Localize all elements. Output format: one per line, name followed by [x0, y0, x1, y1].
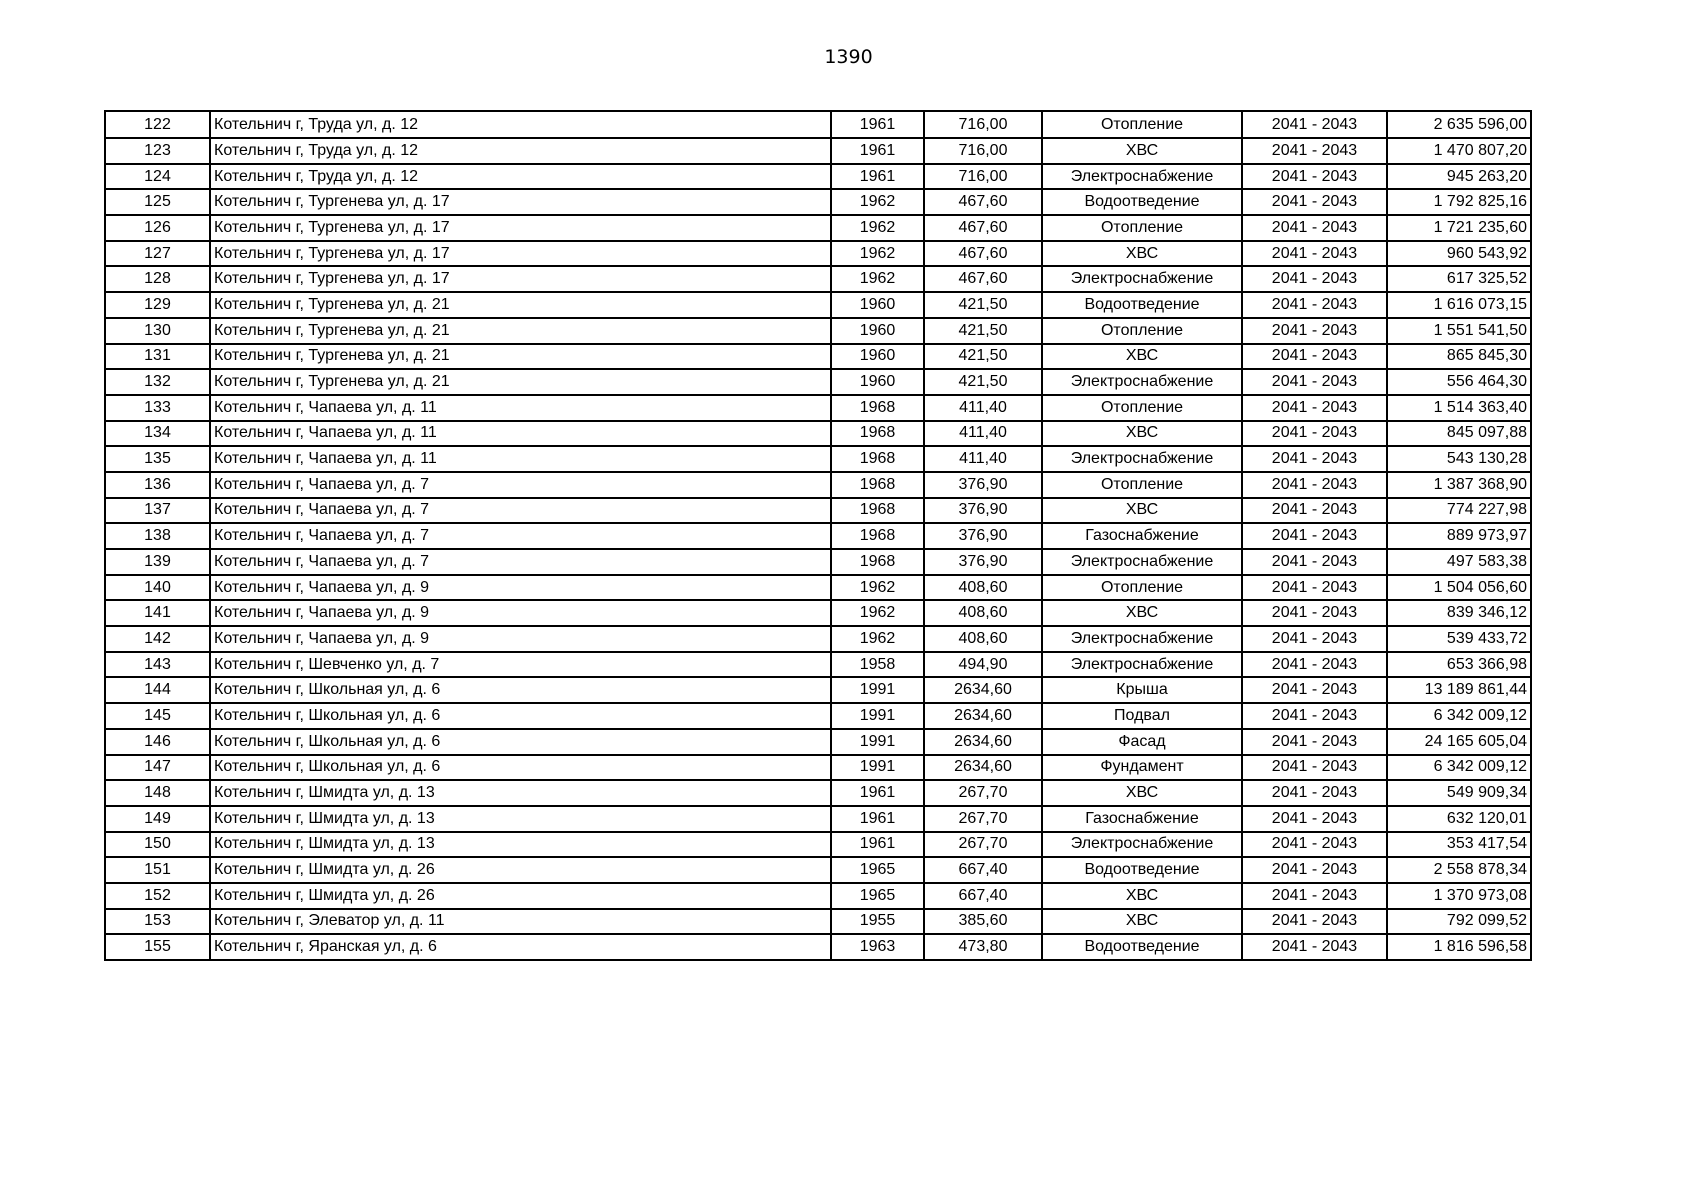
table-row [105, 755, 1531, 781]
area-cell: 421,50 [924, 344, 1042, 370]
address-cell: Котельнич г, Труда ул, д. 12 [210, 164, 831, 190]
work-type-cell: ХВС [1042, 241, 1242, 267]
address-cell: Котельнич г, Тургенева ул, д. 17 [210, 189, 831, 215]
address-cell: Котельнич г, Тургенева ул, д. 21 [210, 318, 831, 344]
capital-repair-table [104, 110, 1532, 961]
work-type-cell: Водоотведение [1042, 857, 1242, 883]
area-cell: 2634,60 [924, 677, 1042, 703]
area-cell: 267,70 [924, 832, 1042, 858]
table-row [105, 523, 1531, 549]
year-built-cell: 1991 [831, 677, 924, 703]
cost-cell: 549 909,34 [1387, 780, 1531, 806]
cost-cell: 1 370 973,08 [1387, 883, 1531, 909]
period-cell: 2041 - 2043 [1242, 138, 1387, 164]
row-number-cell: 130 [105, 318, 210, 344]
work-type-cell: ХВС [1042, 421, 1242, 447]
area-cell: 408,60 [924, 626, 1042, 652]
cost-cell: 792 099,52 [1387, 909, 1531, 935]
row-number-cell: 140 [105, 575, 210, 601]
address-cell: Котельнич г, Элеватор ул, д. 11 [210, 909, 831, 935]
row-number-cell: 127 [105, 241, 210, 267]
year-built-cell: 1960 [831, 344, 924, 370]
row-number-cell: 137 [105, 498, 210, 524]
work-type-cell: Водоотведение [1042, 934, 1242, 960]
address-cell: Котельнич г, Чапаева ул, д. 11 [210, 395, 831, 421]
area-cell: 267,70 [924, 806, 1042, 832]
row-number-cell: 143 [105, 652, 210, 678]
work-type-cell: Фасад [1042, 729, 1242, 755]
table-row [105, 241, 1531, 267]
area-cell: 376,90 [924, 472, 1042, 498]
table-row [105, 549, 1531, 575]
row-number-cell: 131 [105, 344, 210, 370]
period-cell: 2041 - 2043 [1242, 318, 1387, 344]
cost-cell: 539 433,72 [1387, 626, 1531, 652]
table-row [105, 780, 1531, 806]
cost-cell: 556 464,30 [1387, 369, 1531, 395]
row-number-cell: 129 [105, 292, 210, 318]
address-cell: Котельнич г, Шмидта ул, д. 26 [210, 857, 831, 883]
address-cell: Котельнич г, Чапаева ул, д. 7 [210, 498, 831, 524]
table-row [105, 395, 1531, 421]
period-cell: 2041 - 2043 [1242, 164, 1387, 190]
work-type-cell: Электроснабжение [1042, 164, 1242, 190]
cost-cell: 2 635 596,00 [1387, 111, 1531, 138]
work-type-cell: Электроснабжение [1042, 832, 1242, 858]
year-built-cell: 1960 [831, 369, 924, 395]
area-cell: 376,90 [924, 549, 1042, 575]
work-type-cell: Электроснабжение [1042, 266, 1242, 292]
year-built-cell: 1968 [831, 549, 924, 575]
year-built-cell: 1991 [831, 703, 924, 729]
address-cell: Котельнич г, Шмидта ул, д. 26 [210, 883, 831, 909]
area-cell: 467,60 [924, 189, 1042, 215]
area-cell: 411,40 [924, 446, 1042, 472]
table-row [105, 344, 1531, 370]
address-cell: Котельнич г, Чапаева ул, д. 9 [210, 600, 831, 626]
page-number: 1390 [824, 46, 873, 68]
address-cell: Котельнич г, Шмидта ул, д. 13 [210, 806, 831, 832]
area-cell: 408,60 [924, 600, 1042, 626]
area-cell: 473,80 [924, 934, 1042, 960]
period-cell: 2041 - 2043 [1242, 292, 1387, 318]
cost-cell: 497 583,38 [1387, 549, 1531, 575]
cost-cell: 1 470 807,20 [1387, 138, 1531, 164]
address-cell: Котельнич г, Яранская ул, д. 6 [210, 934, 831, 960]
row-number-cell: 133 [105, 395, 210, 421]
work-type-cell: Подвал [1042, 703, 1242, 729]
table-row [105, 138, 1531, 164]
area-cell: 716,00 [924, 164, 1042, 190]
address-cell: Котельнич г, Труда ул, д. 12 [210, 111, 831, 138]
cost-cell: 1 504 056,60 [1387, 575, 1531, 601]
work-type-cell: Электроснабжение [1042, 549, 1242, 575]
address-cell: Котельнич г, Тургенева ул, д. 17 [210, 266, 831, 292]
address-cell: Котельнич г, Чапаева ул, д. 9 [210, 575, 831, 601]
period-cell: 2041 - 2043 [1242, 703, 1387, 729]
table-row [105, 215, 1531, 241]
cost-cell: 839 346,12 [1387, 600, 1531, 626]
cost-cell: 960 543,92 [1387, 241, 1531, 267]
work-type-cell: Водоотведение [1042, 189, 1242, 215]
table-row [105, 857, 1531, 883]
table-row [105, 703, 1531, 729]
cost-cell: 1 816 596,58 [1387, 934, 1531, 960]
table-body [105, 111, 1531, 960]
row-number-cell: 152 [105, 883, 210, 909]
area-cell: 421,50 [924, 292, 1042, 318]
area-cell: 2634,60 [924, 729, 1042, 755]
address-cell: Котельнич г, Труда ул, д. 12 [210, 138, 831, 164]
cost-cell: 543 130,28 [1387, 446, 1531, 472]
year-built-cell: 1962 [831, 266, 924, 292]
address-cell: Котельнич г, Чапаева ул, д. 11 [210, 421, 831, 447]
year-built-cell: 1991 [831, 729, 924, 755]
work-type-cell: Отопление [1042, 472, 1242, 498]
row-number-cell: 145 [105, 703, 210, 729]
area-cell: 421,50 [924, 369, 1042, 395]
address-cell: Котельнич г, Чапаева ул, д. 7 [210, 549, 831, 575]
year-built-cell: 1962 [831, 600, 924, 626]
cost-cell: 24 165 605,04 [1387, 729, 1531, 755]
work-type-cell: Электроснабжение [1042, 652, 1242, 678]
year-built-cell: 1968 [831, 446, 924, 472]
row-number-cell: 153 [105, 909, 210, 935]
area-cell: 421,50 [924, 318, 1042, 344]
year-built-cell: 1960 [831, 318, 924, 344]
table-row [105, 498, 1531, 524]
year-built-cell: 1962 [831, 241, 924, 267]
area-cell: 411,40 [924, 395, 1042, 421]
row-number-cell: 151 [105, 857, 210, 883]
row-number-cell: 136 [105, 472, 210, 498]
cost-cell: 1 792 825,16 [1387, 189, 1531, 215]
work-type-cell: Крыша [1042, 677, 1242, 703]
row-number-cell: 150 [105, 832, 210, 858]
work-type-cell: Отопление [1042, 575, 1242, 601]
cost-cell: 865 845,30 [1387, 344, 1531, 370]
table-row [105, 806, 1531, 832]
row-number-cell: 126 [105, 215, 210, 241]
table-row [105, 832, 1531, 858]
work-type-cell: ХВС [1042, 909, 1242, 935]
period-cell: 2041 - 2043 [1242, 446, 1387, 472]
row-number-cell: 125 [105, 189, 210, 215]
row-number-cell: 141 [105, 600, 210, 626]
cost-cell: 845 097,88 [1387, 421, 1531, 447]
year-built-cell: 1962 [831, 626, 924, 652]
area-cell: 267,70 [924, 780, 1042, 806]
period-cell: 2041 - 2043 [1242, 111, 1387, 138]
table-row [105, 318, 1531, 344]
year-built-cell: 1960 [831, 292, 924, 318]
year-built-cell: 1965 [831, 857, 924, 883]
row-number-cell: 139 [105, 549, 210, 575]
address-cell: Котельнич г, Шмидта ул, д. 13 [210, 832, 831, 858]
row-number-cell: 147 [105, 755, 210, 781]
work-type-cell: Газоснабжение [1042, 523, 1242, 549]
cost-cell: 353 417,54 [1387, 832, 1531, 858]
table-row [105, 909, 1531, 935]
row-number-cell: 135 [105, 446, 210, 472]
row-number-cell: 134 [105, 421, 210, 447]
year-built-cell: 1961 [831, 138, 924, 164]
period-cell: 2041 - 2043 [1242, 600, 1387, 626]
year-built-cell: 1991 [831, 755, 924, 781]
work-type-cell: Электроснабжение [1042, 369, 1242, 395]
cost-cell: 13 189 861,44 [1387, 677, 1531, 703]
table-row [105, 369, 1531, 395]
area-cell: 467,60 [924, 241, 1042, 267]
table-row [105, 626, 1531, 652]
year-built-cell: 1962 [831, 189, 924, 215]
row-number-cell: 144 [105, 677, 210, 703]
row-number-cell: 123 [105, 138, 210, 164]
work-type-cell: Электроснабжение [1042, 626, 1242, 652]
period-cell: 2041 - 2043 [1242, 344, 1387, 370]
table-row [105, 883, 1531, 909]
period-cell: 2041 - 2043 [1242, 832, 1387, 858]
area-cell: 2634,60 [924, 703, 1042, 729]
table-row [105, 652, 1531, 678]
table-row [105, 189, 1531, 215]
period-cell: 2041 - 2043 [1242, 421, 1387, 447]
table-row [105, 421, 1531, 447]
row-number-cell: 148 [105, 780, 210, 806]
row-number-cell: 122 [105, 111, 210, 138]
cost-cell: 653 366,98 [1387, 652, 1531, 678]
cost-cell: 774 227,98 [1387, 498, 1531, 524]
area-cell: 716,00 [924, 111, 1042, 138]
period-cell: 2041 - 2043 [1242, 626, 1387, 652]
address-cell: Котельнич г, Школьная ул, д. 6 [210, 703, 831, 729]
year-built-cell: 1965 [831, 883, 924, 909]
area-cell: 2634,60 [924, 755, 1042, 781]
table-row [105, 446, 1531, 472]
year-built-cell: 1963 [831, 934, 924, 960]
table-row [105, 729, 1531, 755]
period-cell: 2041 - 2043 [1242, 857, 1387, 883]
work-type-cell: Отопление [1042, 395, 1242, 421]
table-row [105, 677, 1531, 703]
work-type-cell: Водоотведение [1042, 292, 1242, 318]
address-cell: Котельнич г, Тургенева ул, д. 21 [210, 344, 831, 370]
year-built-cell: 1968 [831, 472, 924, 498]
area-cell: 376,90 [924, 498, 1042, 524]
row-number-cell: 132 [105, 369, 210, 395]
period-cell: 2041 - 2043 [1242, 780, 1387, 806]
period-cell: 2041 - 2043 [1242, 677, 1387, 703]
address-cell: Котельнич г, Тургенева ул, д. 21 [210, 292, 831, 318]
address-cell: Котельнич г, Тургенева ул, д. 17 [210, 241, 831, 267]
year-built-cell: 1962 [831, 575, 924, 601]
cost-cell: 889 973,97 [1387, 523, 1531, 549]
address-cell: Котельнич г, Школьная ул, д. 6 [210, 755, 831, 781]
year-built-cell: 1968 [831, 421, 924, 447]
year-built-cell: 1961 [831, 780, 924, 806]
table-row [105, 472, 1531, 498]
row-number-cell: 142 [105, 626, 210, 652]
work-type-cell: ХВС [1042, 344, 1242, 370]
cost-cell: 632 120,01 [1387, 806, 1531, 832]
table-row [105, 164, 1531, 190]
cost-cell: 6 342 009,12 [1387, 703, 1531, 729]
row-number-cell: 155 [105, 934, 210, 960]
year-built-cell: 1961 [831, 111, 924, 138]
cost-cell: 1 721 235,60 [1387, 215, 1531, 241]
table-row [105, 292, 1531, 318]
table-row [105, 600, 1531, 626]
year-built-cell: 1968 [831, 498, 924, 524]
address-cell: Котельнич г, Шевченко ул, д. 7 [210, 652, 831, 678]
area-cell: 408,60 [924, 575, 1042, 601]
table-row [105, 111, 1531, 138]
address-cell: Котельнич г, Чапаева ул, д. 7 [210, 523, 831, 549]
cost-cell: 1 514 363,40 [1387, 395, 1531, 421]
work-type-cell: Отопление [1042, 318, 1242, 344]
period-cell: 2041 - 2043 [1242, 652, 1387, 678]
period-cell: 2041 - 2043 [1242, 215, 1387, 241]
area-cell: 667,40 [924, 857, 1042, 883]
work-type-cell: Отопление [1042, 111, 1242, 138]
period-cell: 2041 - 2043 [1242, 909, 1387, 935]
address-cell: Котельнич г, Тургенева ул, д. 17 [210, 215, 831, 241]
year-built-cell: 1968 [831, 395, 924, 421]
period-cell: 2041 - 2043 [1242, 806, 1387, 832]
row-number-cell: 138 [105, 523, 210, 549]
cost-cell: 617 325,52 [1387, 266, 1531, 292]
address-cell: Котельнич г, Школьная ул, д. 6 [210, 677, 831, 703]
row-number-cell: 124 [105, 164, 210, 190]
address-cell: Котельнич г, Тургенева ул, д. 21 [210, 369, 831, 395]
work-type-cell: Электроснабжение [1042, 446, 1242, 472]
cost-cell: 1 387 368,90 [1387, 472, 1531, 498]
work-type-cell: Отопление [1042, 215, 1242, 241]
cost-cell: 1 551 541,50 [1387, 318, 1531, 344]
area-cell: 376,90 [924, 523, 1042, 549]
cost-cell: 2 558 878,34 [1387, 857, 1531, 883]
period-cell: 2041 - 2043 [1242, 369, 1387, 395]
period-cell: 2041 - 2043 [1242, 549, 1387, 575]
area-cell: 667,40 [924, 883, 1042, 909]
cost-cell: 1 616 073,15 [1387, 292, 1531, 318]
row-number-cell: 149 [105, 806, 210, 832]
year-built-cell: 1962 [831, 215, 924, 241]
work-type-cell: Фундамент [1042, 755, 1242, 781]
year-built-cell: 1961 [831, 164, 924, 190]
area-cell: 716,00 [924, 138, 1042, 164]
period-cell: 2041 - 2043 [1242, 523, 1387, 549]
address-cell: Котельнич г, Чапаева ул, д. 7 [210, 472, 831, 498]
address-cell: Котельнич г, Шмидта ул, д. 13 [210, 780, 831, 806]
period-cell: 2041 - 2043 [1242, 934, 1387, 960]
period-cell: 2041 - 2043 [1242, 575, 1387, 601]
year-built-cell: 1961 [831, 806, 924, 832]
cost-cell: 6 342 009,12 [1387, 755, 1531, 781]
period-cell: 2041 - 2043 [1242, 189, 1387, 215]
year-built-cell: 1961 [831, 832, 924, 858]
table-row [105, 575, 1531, 601]
area-cell: 411,40 [924, 421, 1042, 447]
period-cell: 2041 - 2043 [1242, 729, 1387, 755]
area-cell: 494,90 [924, 652, 1042, 678]
period-cell: 2041 - 2043 [1242, 755, 1387, 781]
period-cell: 2041 - 2043 [1242, 883, 1387, 909]
row-number-cell: 128 [105, 266, 210, 292]
address-cell: Котельнич г, Чапаева ул, д. 11 [210, 446, 831, 472]
year-built-cell: 1958 [831, 652, 924, 678]
work-type-cell: ХВС [1042, 883, 1242, 909]
row-number-cell: 146 [105, 729, 210, 755]
period-cell: 2041 - 2043 [1242, 266, 1387, 292]
work-type-cell: ХВС [1042, 600, 1242, 626]
address-cell: Котельнич г, Чапаева ул, д. 9 [210, 626, 831, 652]
table-row [105, 266, 1531, 292]
work-type-cell: ХВС [1042, 138, 1242, 164]
work-type-cell: ХВС [1042, 780, 1242, 806]
cost-cell: 945 263,20 [1387, 164, 1531, 190]
work-type-cell: ХВС [1042, 498, 1242, 524]
period-cell: 2041 - 2043 [1242, 395, 1387, 421]
year-built-cell: 1955 [831, 909, 924, 935]
period-cell: 2041 - 2043 [1242, 498, 1387, 524]
year-built-cell: 1968 [831, 523, 924, 549]
address-cell: Котельнич г, Школьная ул, д. 6 [210, 729, 831, 755]
period-cell: 2041 - 2043 [1242, 472, 1387, 498]
area-cell: 467,60 [924, 215, 1042, 241]
period-cell: 2041 - 2043 [1242, 241, 1387, 267]
table-row [105, 934, 1531, 960]
area-cell: 385,60 [924, 909, 1042, 935]
area-cell: 467,60 [924, 266, 1042, 292]
work-type-cell: Газоснабжение [1042, 806, 1242, 832]
